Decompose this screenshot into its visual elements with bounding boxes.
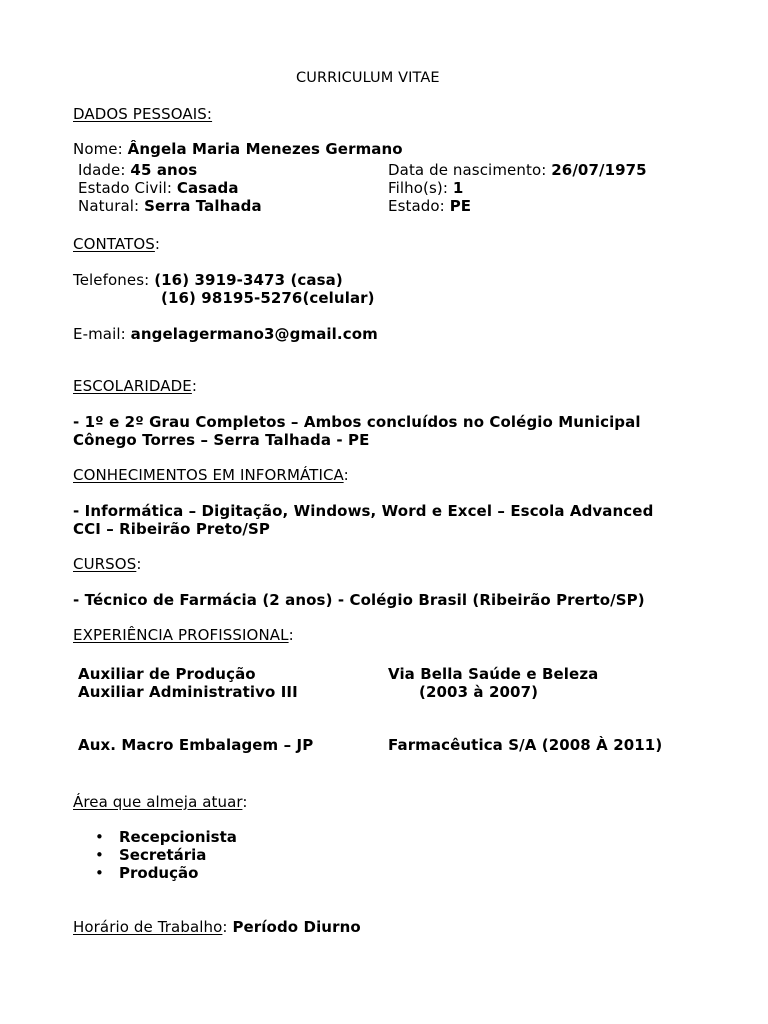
phone-row	[73, 271, 343, 289]
experience-role-2: Auxiliar Administrativo III	[78, 683, 298, 701]
list-item	[95, 828, 237, 846]
birthdate-label: Data de nascimento:	[388, 161, 547, 179]
birthplace-value: Serra Talhada	[144, 197, 262, 215]
colon: :	[222, 918, 228, 936]
colon: :	[343, 466, 349, 484]
experience-company-1: Via Bella Saúde e Beleza	[388, 665, 599, 683]
list-item	[95, 846, 237, 864]
birthplace-row	[78, 197, 262, 215]
section-education-label: ESCOLARIDADE	[73, 377, 192, 395]
colon: :	[154, 235, 161, 253]
email-label: E-mail:	[73, 325, 126, 343]
age-value: 45 anos	[130, 161, 198, 179]
education-line-1: - 1º e 2º Grau Completos – Ambos concluídos no Colégio Municipal	[73, 413, 641, 431]
marital-status-value: Casada	[176, 179, 239, 197]
children-value: 1	[452, 179, 464, 197]
education-line-2: Cônego Torres – Serra Talhada - PE	[73, 431, 370, 449]
marital-status-label: Estado Civil:	[78, 179, 173, 197]
email-value: angelagermano3@gmail.com	[130, 325, 378, 343]
experience-role-1: Auxiliar de Produção	[78, 665, 256, 683]
email-row	[73, 325, 378, 343]
work-schedule-value: Período Diurno	[232, 918, 361, 936]
computing-line-1: - Informática – Digitação, Windows, Word e Excel – Escola Advanced	[73, 502, 654, 520]
phone-label: Telefones:	[73, 271, 150, 289]
experience-company-3: Farmacêutica S/A (2008 À 2011)	[388, 736, 663, 754]
section-courses-label: CURSOS	[73, 555, 137, 573]
section-computing	[73, 466, 349, 484]
children-label: Filho(s):	[388, 179, 449, 197]
section-computing-label: CONHECIMENTOS EM INFORMÁTICA	[73, 466, 344, 484]
section-education	[73, 377, 197, 395]
section-experience	[73, 626, 294, 644]
colon: :	[242, 793, 248, 811]
list-item-label: Secretária	[119, 846, 207, 864]
section-experience-label: EXPERIÊNCIA PROFISSIONAL	[73, 626, 289, 644]
bullet-icon: •	[95, 828, 104, 846]
section-courses	[73, 555, 141, 573]
name-value: Ângela Maria Menezes Germano	[127, 140, 403, 158]
state-label: Estado:	[388, 197, 445, 215]
desired-area-list	[95, 828, 237, 882]
colon: :	[136, 555, 142, 573]
work-schedule-label: Horário de Trabalho	[73, 918, 223, 936]
state-value: PE	[449, 197, 472, 215]
colon: :	[288, 626, 294, 644]
age-row	[78, 161, 197, 179]
section-desired-area-label: Área que almeja atuar	[73, 793, 243, 811]
work-schedule-row	[73, 918, 361, 936]
name-label: Nome:	[73, 140, 123, 158]
phone-home: (16) 3919-3473 (casa)	[154, 271, 343, 289]
computing-line-2: CCI – Ribeirão Preto/SP	[73, 520, 270, 538]
birthplace-label: Natural:	[78, 197, 140, 215]
bullet-icon: •	[95, 846, 104, 864]
state-row	[388, 197, 471, 215]
name-row	[73, 140, 403, 158]
list-item-label: Produção	[119, 864, 199, 882]
bullet-icon: •	[95, 864, 104, 882]
age-label: Idade:	[78, 161, 126, 179]
birthdate-row	[388, 161, 647, 179]
marital-status-row	[78, 179, 239, 197]
children-row	[388, 179, 463, 197]
list-item	[95, 864, 237, 882]
colon: :	[191, 377, 198, 395]
list-item-label: Recepcionista	[119, 828, 237, 846]
phone-mobile: (16) 98195-5276(celular)	[161, 289, 375, 307]
experience-period-1: (2003 à 2007)	[419, 683, 539, 701]
section-personal-data: DADOS PESSOAIS:	[73, 105, 213, 123]
page-title: CURRICULUM VITAE	[296, 70, 440, 86]
experience-role-3: Aux. Macro Embalagem – JP	[78, 736, 314, 754]
section-desired-area	[73, 793, 248, 811]
courses-line-1: - Técnico de Farmácia (2 anos) - Colégio Brasil (Ribeirão Prerto/SP)	[73, 591, 645, 609]
section-contacts-label: CONTATOS	[73, 235, 155, 253]
section-contacts	[73, 235, 160, 253]
birthdate-value: 26/07/1975	[551, 161, 647, 179]
